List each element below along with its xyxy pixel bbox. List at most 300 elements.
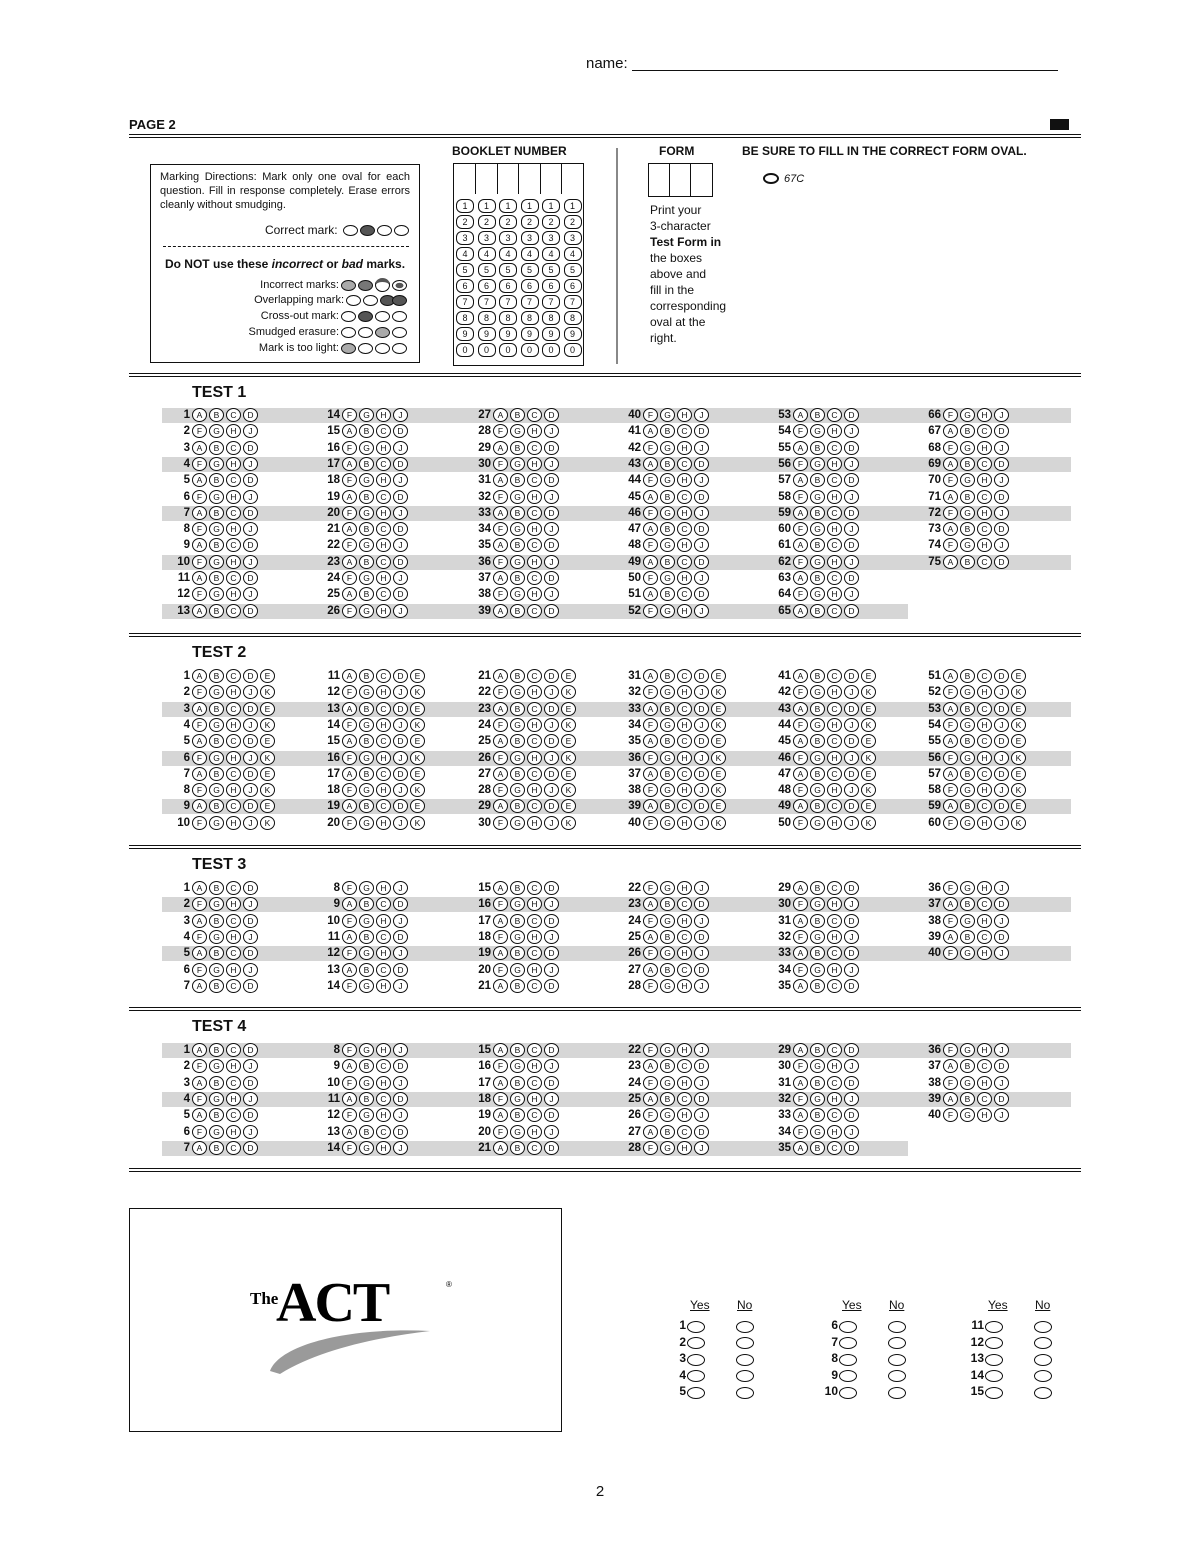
answer-bubble[interactable]: C [226, 571, 241, 585]
answer-bubble[interactable]: A [943, 930, 958, 944]
answer-bubble[interactable]: B [810, 538, 825, 552]
answer-bubble[interactable]: D [994, 1092, 1009, 1106]
answer-bubble[interactable]: F [342, 506, 357, 520]
answer-bubble[interactable]: F [192, 963, 207, 977]
answer-bubble[interactable]: J [694, 914, 709, 928]
answer-bubble[interactable]: F [342, 816, 357, 830]
answer-bubble[interactable]: K [711, 751, 726, 765]
answer-bubble[interactable]: J [844, 490, 859, 504]
answer-bubble[interactable]: H [977, 881, 992, 895]
answer-bubble[interactable]: B [510, 1076, 525, 1090]
booklet-digit-bubble[interactable]: 5 [542, 263, 560, 277]
answer-bubble[interactable]: B [660, 522, 675, 536]
answer-bubble[interactable]: H [226, 555, 241, 569]
answer-bubble[interactable]: B [660, 897, 675, 911]
answer-bubble[interactable]: C [376, 522, 391, 536]
answer-bubble[interactable]: F [493, 783, 508, 797]
booklet-number-grid[interactable] [453, 163, 584, 366]
answer-bubble[interactable]: C [677, 555, 692, 569]
answer-bubble[interactable]: G [510, 587, 525, 601]
answer-bubble[interactable]: A [493, 881, 508, 895]
answer-bubble[interactable]: C [977, 930, 992, 944]
answer-bubble[interactable]: B [510, 979, 525, 993]
answer-bubble[interactable]: E [260, 767, 275, 781]
answer-bubble[interactable]: G [209, 897, 224, 911]
answer-bubble[interactable]: J [544, 1059, 559, 1073]
answer-bubble[interactable]: H [977, 538, 992, 552]
no-bubble[interactable] [1034, 1336, 1052, 1350]
answer-bubble[interactable]: C [677, 1125, 692, 1139]
answer-bubble[interactable]: K [1011, 751, 1026, 765]
answer-bubble[interactable]: D [243, 914, 258, 928]
answer-bubble[interactable]: E [711, 702, 726, 716]
answer-bubble[interactable]: D [994, 555, 1009, 569]
answer-bubble[interactable]: A [342, 669, 357, 683]
answer-bubble[interactable]: C [376, 930, 391, 944]
answer-bubble[interactable]: J [994, 441, 1009, 455]
answer-bubble[interactable]: B [810, 946, 825, 960]
answer-bubble[interactable]: G [660, 441, 675, 455]
answer-bubble[interactable]: C [827, 881, 842, 895]
answer-bubble[interactable]: B [510, 473, 525, 487]
answer-bubble[interactable]: D [393, 1125, 408, 1139]
answer-bubble[interactable]: H [527, 816, 542, 830]
answer-bubble[interactable]: D [694, 457, 709, 471]
answer-bubble[interactable]: B [359, 522, 374, 536]
answer-bubble[interactable]: A [793, 408, 808, 422]
answer-bubble[interactable]: H [827, 783, 842, 797]
answer-bubble[interactable]: C [977, 424, 992, 438]
answer-bubble[interactable]: K [410, 783, 425, 797]
answer-bubble[interactable]: J [243, 1059, 258, 1073]
answer-bubble[interactable]: H [977, 946, 992, 960]
answer-bubble[interactable]: F [793, 685, 808, 699]
answer-bubble[interactable]: J [393, 506, 408, 520]
answer-bubble[interactable]: D [243, 799, 258, 813]
answer-bubble[interactable]: G [660, 538, 675, 552]
answer-bubble[interactable]: D [544, 914, 559, 928]
answer-bubble[interactable]: J [844, 783, 859, 797]
booklet-digit-box[interactable] [497, 164, 519, 194]
answer-bubble[interactable]: F [192, 555, 207, 569]
answer-bubble[interactable]: J [994, 914, 1009, 928]
answer-bubble[interactable]: J [544, 490, 559, 504]
answer-bubble[interactable]: F [342, 914, 357, 928]
answer-bubble[interactable]: G [510, 457, 525, 471]
answer-bubble[interactable]: A [793, 881, 808, 895]
answer-bubble[interactable]: H [376, 473, 391, 487]
answer-bubble[interactable]: H [376, 1043, 391, 1057]
answer-bubble[interactable]: F [493, 930, 508, 944]
answer-bubble[interactable]: A [793, 799, 808, 813]
booklet-digit-bubble[interactable]: 8 [456, 311, 474, 325]
answer-bubble[interactable]: G [660, 783, 675, 797]
booklet-digit-bubble[interactable]: 5 [478, 263, 496, 277]
answer-bubble[interactable]: B [359, 799, 374, 813]
answer-bubble[interactable]: K [561, 685, 576, 699]
answer-bubble[interactable]: J [844, 897, 859, 911]
answer-bubble[interactable]: A [342, 734, 357, 748]
answer-bubble[interactable]: G [359, 751, 374, 765]
answer-bubble[interactable]: C [226, 979, 241, 993]
answer-bubble[interactable]: F [943, 473, 958, 487]
answer-bubble[interactable]: C [827, 604, 842, 618]
answer-bubble[interactable]: H [527, 783, 542, 797]
answer-bubble[interactable]: C [827, 669, 842, 683]
answer-bubble[interactable]: C [977, 799, 992, 813]
answer-bubble[interactable]: D [393, 522, 408, 536]
booklet-digit-bubble[interactable]: 2 [564, 215, 582, 229]
answer-bubble[interactable]: A [793, 571, 808, 585]
answer-bubble[interactable]: H [977, 1043, 992, 1057]
answer-bubble[interactable]: D [393, 1059, 408, 1073]
answer-bubble[interactable]: J [844, 816, 859, 830]
answer-bubble[interactable]: J [393, 571, 408, 585]
answer-bubble[interactable]: C [677, 490, 692, 504]
booklet-digit-bubble[interactable]: 2 [521, 215, 539, 229]
answer-bubble[interactable]: A [342, 963, 357, 977]
answer-bubble[interactable]: H [677, 946, 692, 960]
answer-bubble[interactable]: G [359, 1043, 374, 1057]
answer-bubble[interactable]: E [1011, 702, 1026, 716]
answer-bubble[interactable]: G [960, 506, 975, 520]
answer-bubble[interactable]: C [977, 555, 992, 569]
answer-bubble[interactable]: B [810, 506, 825, 520]
answer-bubble[interactable]: J [994, 718, 1009, 732]
answer-bubble[interactable]: B [209, 799, 224, 813]
answer-bubble[interactable]: A [493, 441, 508, 455]
answer-bubble[interactable]: A [493, 979, 508, 993]
answer-bubble[interactable]: H [376, 506, 391, 520]
answer-bubble[interactable]: A [943, 1059, 958, 1073]
answer-bubble[interactable]: B [960, 1092, 975, 1106]
booklet-digit-bubble[interactable]: 9 [564, 327, 582, 341]
answer-bubble[interactable]: E [260, 799, 275, 813]
yes-bubble[interactable] [985, 1319, 1003, 1333]
answer-bubble[interactable]: G [359, 571, 374, 585]
booklet-digit-bubble[interactable]: 2 [478, 215, 496, 229]
answer-bubble[interactable]: E [260, 702, 275, 716]
answer-bubble[interactable]: H [677, 685, 692, 699]
answer-bubble[interactable]: C [827, 734, 842, 748]
answer-bubble[interactable]: A [643, 930, 658, 944]
answer-bubble[interactable]: D [994, 522, 1009, 536]
booklet-digit-bubble[interactable]: 0 [521, 343, 539, 357]
answer-bubble[interactable]: H [677, 571, 692, 585]
answer-bubble[interactable]: B [209, 441, 224, 455]
answer-bubble[interactable]: A [493, 506, 508, 520]
answer-bubble[interactable]: B [810, 604, 825, 618]
answer-bubble[interactable]: J [844, 1092, 859, 1106]
answer-bubble[interactable]: D [544, 702, 559, 716]
answer-bubble[interactable]: H [677, 881, 692, 895]
answer-bubble[interactable]: F [943, 538, 958, 552]
answer-bubble[interactable]: B [359, 1092, 374, 1106]
answer-bubble[interactable]: A [643, 490, 658, 504]
answer-bubble[interactable]: H [527, 1125, 542, 1139]
answer-bubble[interactable]: H [376, 604, 391, 618]
answer-bubble[interactable]: D [694, 490, 709, 504]
answer-bubble[interactable]: A [943, 897, 958, 911]
answer-bubble[interactable]: C [827, 441, 842, 455]
answer-bubble[interactable]: J [243, 718, 258, 732]
answer-bubble[interactable]: G [660, 914, 675, 928]
answer-bubble[interactable]: G [960, 946, 975, 960]
answer-bubble[interactable]: B [510, 506, 525, 520]
answer-bubble[interactable]: C [376, 1092, 391, 1106]
answer-bubble[interactable]: F [643, 979, 658, 993]
answer-bubble[interactable]: C [827, 1108, 842, 1122]
answer-bubble[interactable]: F [493, 587, 508, 601]
answer-bubble[interactable]: C [226, 702, 241, 716]
answer-bubble[interactable]: C [226, 734, 241, 748]
answer-bubble[interactable]: D [694, 799, 709, 813]
answer-bubble[interactable]: F [793, 718, 808, 732]
answer-bubble[interactable]: C [527, 473, 542, 487]
booklet-digit-bubble[interactable]: 5 [564, 263, 582, 277]
answer-bubble[interactable]: F [493, 963, 508, 977]
answer-bubble[interactable]: J [393, 946, 408, 960]
answer-bubble[interactable]: H [677, 914, 692, 928]
answer-bubble[interactable]: H [226, 718, 241, 732]
answer-bubble[interactable]: G [209, 783, 224, 797]
answer-bubble[interactable]: B [660, 734, 675, 748]
answer-bubble[interactable]: H [827, 963, 842, 977]
answer-bubble[interactable]: C [226, 799, 241, 813]
answer-bubble[interactable]: D [544, 767, 559, 781]
answer-bubble[interactable]: D [544, 506, 559, 520]
answer-bubble[interactable]: H [226, 1125, 241, 1139]
answer-bubble[interactable]: A [342, 587, 357, 601]
answer-bubble[interactable]: C [376, 587, 391, 601]
form-oval[interactable] [763, 173, 779, 184]
no-bubble[interactable] [1034, 1385, 1052, 1399]
answer-bubble[interactable]: A [192, 604, 207, 618]
answer-bubble[interactable]: J [243, 930, 258, 944]
answer-bubble[interactable]: H [226, 522, 241, 536]
answer-bubble[interactable]: H [226, 783, 241, 797]
booklet-digit-bubble[interactable]: 8 [542, 311, 560, 325]
answer-bubble[interactable]: C [827, 1141, 842, 1155]
answer-bubble[interactable]: F [643, 1043, 658, 1057]
answer-bubble[interactable]: C [827, 506, 842, 520]
answer-bubble[interactable]: J [393, 1108, 408, 1122]
answer-bubble[interactable]: A [342, 799, 357, 813]
answer-bubble[interactable]: G [810, 718, 825, 732]
answer-bubble[interactable]: H [376, 408, 391, 422]
answer-bubble[interactable]: B [810, 408, 825, 422]
answer-bubble[interactable]: C [527, 571, 542, 585]
answer-bubble[interactable]: F [493, 522, 508, 536]
answer-bubble[interactable]: D [393, 1092, 408, 1106]
answer-bubble[interactable]: H [677, 538, 692, 552]
answer-bubble[interactable]: D [844, 441, 859, 455]
answer-bubble[interactable]: D [994, 799, 1009, 813]
answer-bubble[interactable]: B [960, 930, 975, 944]
answer-bubble[interactable]: E [861, 799, 876, 813]
answer-bubble[interactable]: F [643, 718, 658, 732]
booklet-digit-bubble[interactable]: 3 [456, 231, 474, 245]
answer-bubble[interactable]: F [943, 685, 958, 699]
answer-bubble[interactable]: B [209, 604, 224, 618]
answer-bubble[interactable]: D [994, 669, 1009, 683]
answer-bubble[interactable]: A [793, 734, 808, 748]
no-bubble[interactable] [736, 1319, 754, 1333]
answer-bubble[interactable]: F [342, 1141, 357, 1155]
answer-bubble[interactable]: F [643, 506, 658, 520]
answer-bubble[interactable]: E [561, 669, 576, 683]
yes-bubble[interactable] [839, 1319, 857, 1333]
answer-bubble[interactable]: H [677, 506, 692, 520]
answer-bubble[interactable]: A [192, 538, 207, 552]
answer-bubble[interactable]: E [1011, 767, 1026, 781]
answer-bubble[interactable]: B [510, 441, 525, 455]
answer-bubble[interactable]: B [810, 1043, 825, 1057]
answer-bubble[interactable]: G [510, 930, 525, 944]
booklet-digit-box[interactable] [562, 164, 583, 194]
answer-bubble[interactable]: F [342, 604, 357, 618]
answer-bubble[interactable]: C [527, 506, 542, 520]
answer-bubble[interactable]: F [342, 538, 357, 552]
answer-bubble[interactable]: H [827, 816, 842, 830]
answer-bubble[interactable]: F [192, 751, 207, 765]
answer-bubble[interactable]: D [844, 571, 859, 585]
answer-bubble[interactable]: C [376, 1059, 391, 1073]
answer-bubble[interactable]: A [192, 473, 207, 487]
answer-bubble[interactable]: A [643, 1059, 658, 1073]
answer-bubble[interactable]: B [209, 979, 224, 993]
answer-bubble[interactable]: B [359, 669, 374, 683]
answer-bubble[interactable]: B [960, 457, 975, 471]
answer-bubble[interactable]: F [342, 1076, 357, 1090]
answer-bubble[interactable]: C [226, 506, 241, 520]
answer-bubble[interactable]: J [844, 1059, 859, 1073]
yes-bubble[interactable] [985, 1336, 1003, 1350]
booklet-digit-box[interactable] [540, 164, 562, 194]
answer-bubble[interactable]: C [527, 946, 542, 960]
answer-bubble[interactable]: F [493, 555, 508, 569]
answer-bubble[interactable]: C [977, 490, 992, 504]
answer-bubble[interactable]: A [793, 506, 808, 520]
answer-bubble[interactable]: J [393, 1043, 408, 1057]
answer-bubble[interactable]: H [376, 718, 391, 732]
answer-bubble[interactable]: F [192, 685, 207, 699]
booklet-digit-bubble[interactable]: 7 [542, 295, 560, 309]
answer-bubble[interactable]: D [243, 1043, 258, 1057]
answer-bubble[interactable]: A [943, 424, 958, 438]
answer-bubble[interactable]: K [410, 685, 425, 699]
answer-bubble[interactable]: F [793, 1092, 808, 1106]
answer-bubble[interactable]: C [977, 457, 992, 471]
answer-bubble[interactable]: C [677, 1059, 692, 1073]
no-bubble[interactable] [1034, 1352, 1052, 1366]
answer-bubble[interactable]: J [243, 963, 258, 977]
answer-bubble[interactable]: C [827, 473, 842, 487]
answer-bubble[interactable]: A [493, 473, 508, 487]
answer-bubble[interactable]: H [677, 718, 692, 732]
answer-bubble[interactable]: B [810, 979, 825, 993]
answer-bubble[interactable]: B [660, 1092, 675, 1106]
answer-bubble[interactable]: D [393, 897, 408, 911]
answer-bubble[interactable]: H [827, 490, 842, 504]
answer-bubble[interactable]: C [226, 914, 241, 928]
answer-bubble[interactable]: F [192, 587, 207, 601]
answer-bubble[interactable]: C [226, 1141, 241, 1155]
yes-bubble[interactable] [839, 1385, 857, 1399]
answer-bubble[interactable]: J [994, 1043, 1009, 1057]
answer-bubble[interactable]: F [342, 408, 357, 422]
answer-bubble[interactable]: C [677, 799, 692, 813]
answer-bubble[interactable]: F [192, 1059, 207, 1073]
booklet-digit-bubble[interactable]: 1 [456, 199, 474, 213]
answer-bubble[interactable]: F [793, 816, 808, 830]
answer-bubble[interactable]: E [711, 767, 726, 781]
answer-bubble[interactable]: D [243, 473, 258, 487]
answer-bubble[interactable]: B [660, 1125, 675, 1139]
answer-bubble[interactable]: C [226, 1043, 241, 1057]
answer-bubble[interactable]: K [1011, 783, 1026, 797]
answer-bubble[interactable]: B [510, 702, 525, 716]
answer-bubble[interactable]: D [994, 767, 1009, 781]
answer-bubble[interactable]: B [510, 1043, 525, 1057]
answer-bubble[interactable]: C [977, 767, 992, 781]
answer-bubble[interactable]: G [660, 571, 675, 585]
booklet-digit-box[interactable] [454, 164, 476, 194]
answer-bubble[interactable]: G [810, 424, 825, 438]
answer-bubble[interactable]: A [342, 1125, 357, 1139]
answer-bubble[interactable]: B [510, 669, 525, 683]
answer-bubble[interactable]: D [694, 702, 709, 716]
answer-bubble[interactable]: H [527, 685, 542, 699]
answer-bubble[interactable]: E [861, 669, 876, 683]
no-bubble[interactable] [888, 1385, 906, 1399]
answer-bubble[interactable]: H [977, 1108, 992, 1122]
answer-bubble[interactable]: K [561, 816, 576, 830]
answer-bubble[interactable]: J [243, 587, 258, 601]
answer-bubble[interactable]: D [844, 946, 859, 960]
answer-bubble[interactable]: A [342, 490, 357, 504]
answer-bubble[interactable]: A [793, 979, 808, 993]
answer-bubble[interactable]: G [960, 914, 975, 928]
answer-bubble[interactable]: J [694, 1043, 709, 1057]
answer-bubble[interactable]: C [527, 441, 542, 455]
answer-bubble[interactable]: F [192, 1125, 207, 1139]
answer-bubble[interactable]: F [493, 1059, 508, 1073]
answer-bubble[interactable]: C [527, 979, 542, 993]
answer-bubble[interactable]: C [677, 522, 692, 536]
answer-bubble[interactable]: C [827, 702, 842, 716]
answer-bubble[interactable]: H [677, 604, 692, 618]
answer-bubble[interactable]: E [1011, 734, 1026, 748]
answer-bubble[interactable]: K [260, 685, 275, 699]
answer-bubble[interactable]: A [192, 734, 207, 748]
answer-bubble[interactable]: F [793, 1059, 808, 1073]
answer-bubble[interactable]: D [243, 881, 258, 895]
answer-bubble[interactable]: D [393, 734, 408, 748]
answer-bubble[interactable]: G [359, 473, 374, 487]
booklet-digit-bubble[interactable]: 1 [542, 199, 560, 213]
answer-bubble[interactable]: D [844, 506, 859, 520]
answer-bubble[interactable]: E [1011, 669, 1026, 683]
answer-bubble[interactable]: B [510, 881, 525, 895]
answer-bubble[interactable]: J [994, 473, 1009, 487]
answer-bubble[interactable]: G [359, 1076, 374, 1090]
booklet-digit-bubble[interactable]: 5 [521, 263, 539, 277]
answer-bubble[interactable]: B [960, 799, 975, 813]
answer-bubble[interactable]: F [943, 751, 958, 765]
answer-bubble[interactable]: C [527, 1076, 542, 1090]
answer-bubble[interactable]: G [510, 490, 525, 504]
